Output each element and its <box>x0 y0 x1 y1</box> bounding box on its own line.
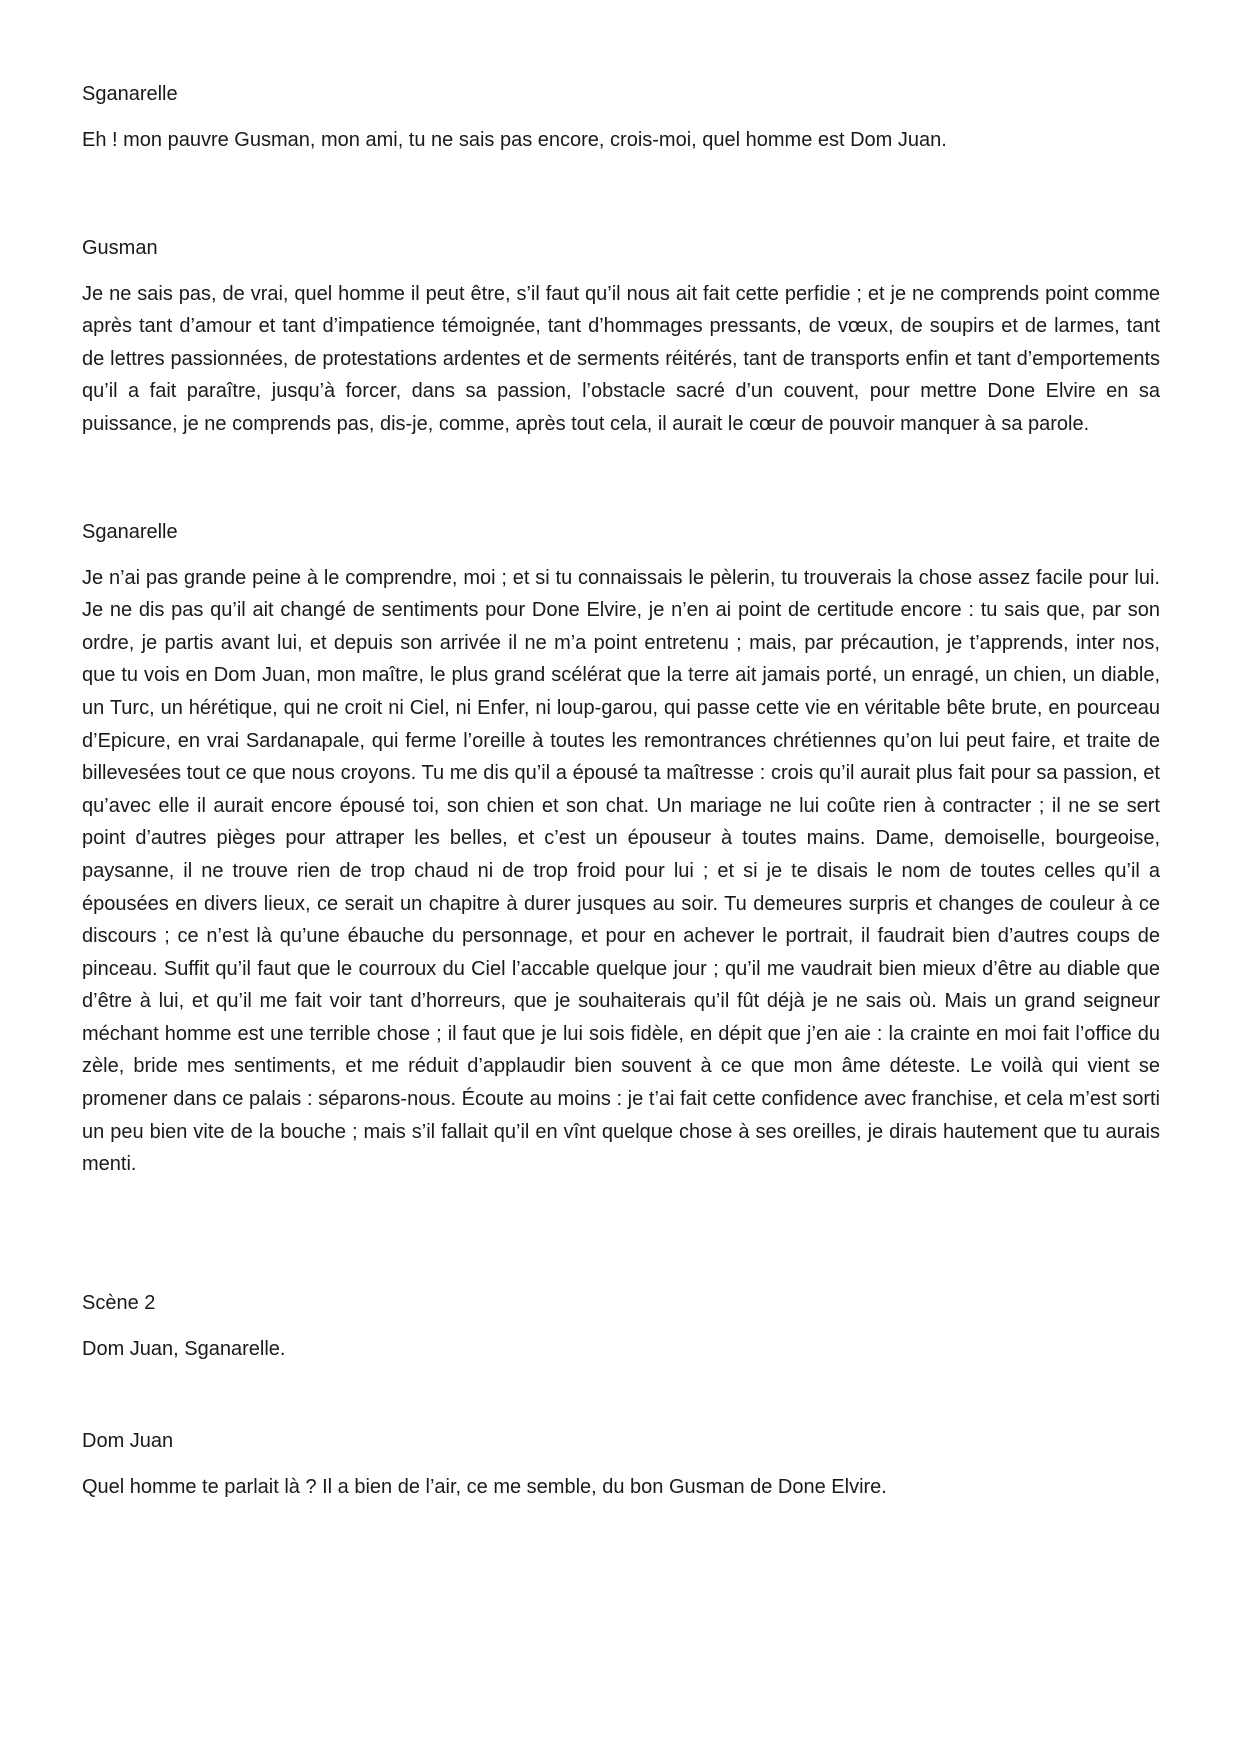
speaker-name: Dom Juan <box>82 1429 174 1452</box>
speech-text: Eh ! mon pauvre Gusman, mon ami, tu ne sais pas encore, crois-moi, quel homme est Dom Juan. <box>82 129 947 151</box>
speaker-name: Gusman <box>82 236 158 259</box>
speech-text: Quel homme te parlait là ? Il a bien de l’air, ce me semble, du bon Gusman de Done Elvire. <box>82 1475 887 1498</box>
speaker-name: Sganarelle <box>82 83 178 105</box>
speech-text: Je ne sais pas, de vrai, quel homme il peut être, s’il faut qu’il nous ait fait cette perfidie ; et je ne comprends point comme après tant d’amour et tant d’impatience témoignée, tant d’hommages pressants, de vœux, de soupirs et de larmes, tant de lettres passionnées, de protestations ardentes et de serments réitérés, tant de transports enfin et tant d’emportements qu’il a fait paraître, jusqu’à forcer, dans sa passion, l’obstacle sacré d’un couvent, pour mettre Done Elvire en sa puissance, je ne comprends pas, dis-je, comme, après tout cela, il aurait le cœur de pouvoir manquer à sa parole. <box>82 282 1160 435</box>
document-page <box>82 78 1160 1503</box>
speech-text: Je n’ai pas grande peine à le comprendre, moi ; et si tu connaissais le pèlerin, tu trouverais la chose assez facile pour lui. Je ne dis pas qu’il ait changé de sentiments pour Done Elvire, je n’en ai point de certitude encore : tu sais que, par son ordre, je partis avant lui, et depuis son arrivée il ne m’a point entretenu ; mais, par précaution, je t’apprends, inter nos, que tu vois en Dom Juan, mon maître, le plus grand scélérat que la terre ait jamais porté, un enragé, un chien, un diable, un Turc, un hérétique, qui ne croit ni Ciel, ni Enfer, ni loup-garou, qui passe cette vie en véritable bête brute, en pourceau d’Epicure, en vrai Sardanapale, qui ferme l’oreille à toutes les remontrances chrétiennes qu’on lui peut faire, et traite de billevesées tout ce que nous croyons. Tu me dis qu’il a épousé ta maîtresse : crois qu’il aurait plus fait pour sa passion, et qu’avec elle il aurait encore épousé toi, son chien et son chat. Un mariage ne lui coûte rien à contracter ; il ne se sert point d’autres pièges pour attraper les belles, et c’est un épouseur à toutes mains. Dame, demoiselle, bourgeoise, paysanne, il ne trouve rien de trop chaud ni de trop froid pour lui ; et si je te disais le nom de toutes celles qu’il a épousées en divers lieux, ce serait un chapitre à durer jusques au soir. Tu demeures surpris et changes de couleur à ce discours ; ce n’est là qu’une ébauche du personnage, et pour en achever le portrait, il faudrait bien d’autres coups de pinceau. Suffit qu’il faut que le courroux du Ciel l’accable quelque jour ; qu’il me vaudrait bien mieux d’être au diable que d’être à lui, et qu’il me fait voir tant d’horreurs, que je souhaiterais qu’il fût déjà je ne sais où. Mais un grand seigneur méchant homme est une terrible chose ; il faut que je lui sois fidèle, en dépit que j’en aie : la crainte en moi fait l’office du zèle, bride mes sentiments, et me réduit d’applaudir bien souvent à ce que mon âme déteste. Le voilà qui vient se promener dans ce palais : séparons-nous. Écoute au moins : je t’ai fait cette confidence avec franchise, et cela m’est sorti un peu bien vite de la bouche ; mais s’il fallait qu’il en vînt quelque chose à ses oreilles, je dirais hautement que tu aurais menti. <box>82 566 1160 1176</box>
scene-title: Scène 2 <box>82 1291 156 1314</box>
scene-characters: Dom Juan, Sganarelle. <box>82 1337 286 1360</box>
speaker-name: Sganarelle <box>82 520 178 543</box>
